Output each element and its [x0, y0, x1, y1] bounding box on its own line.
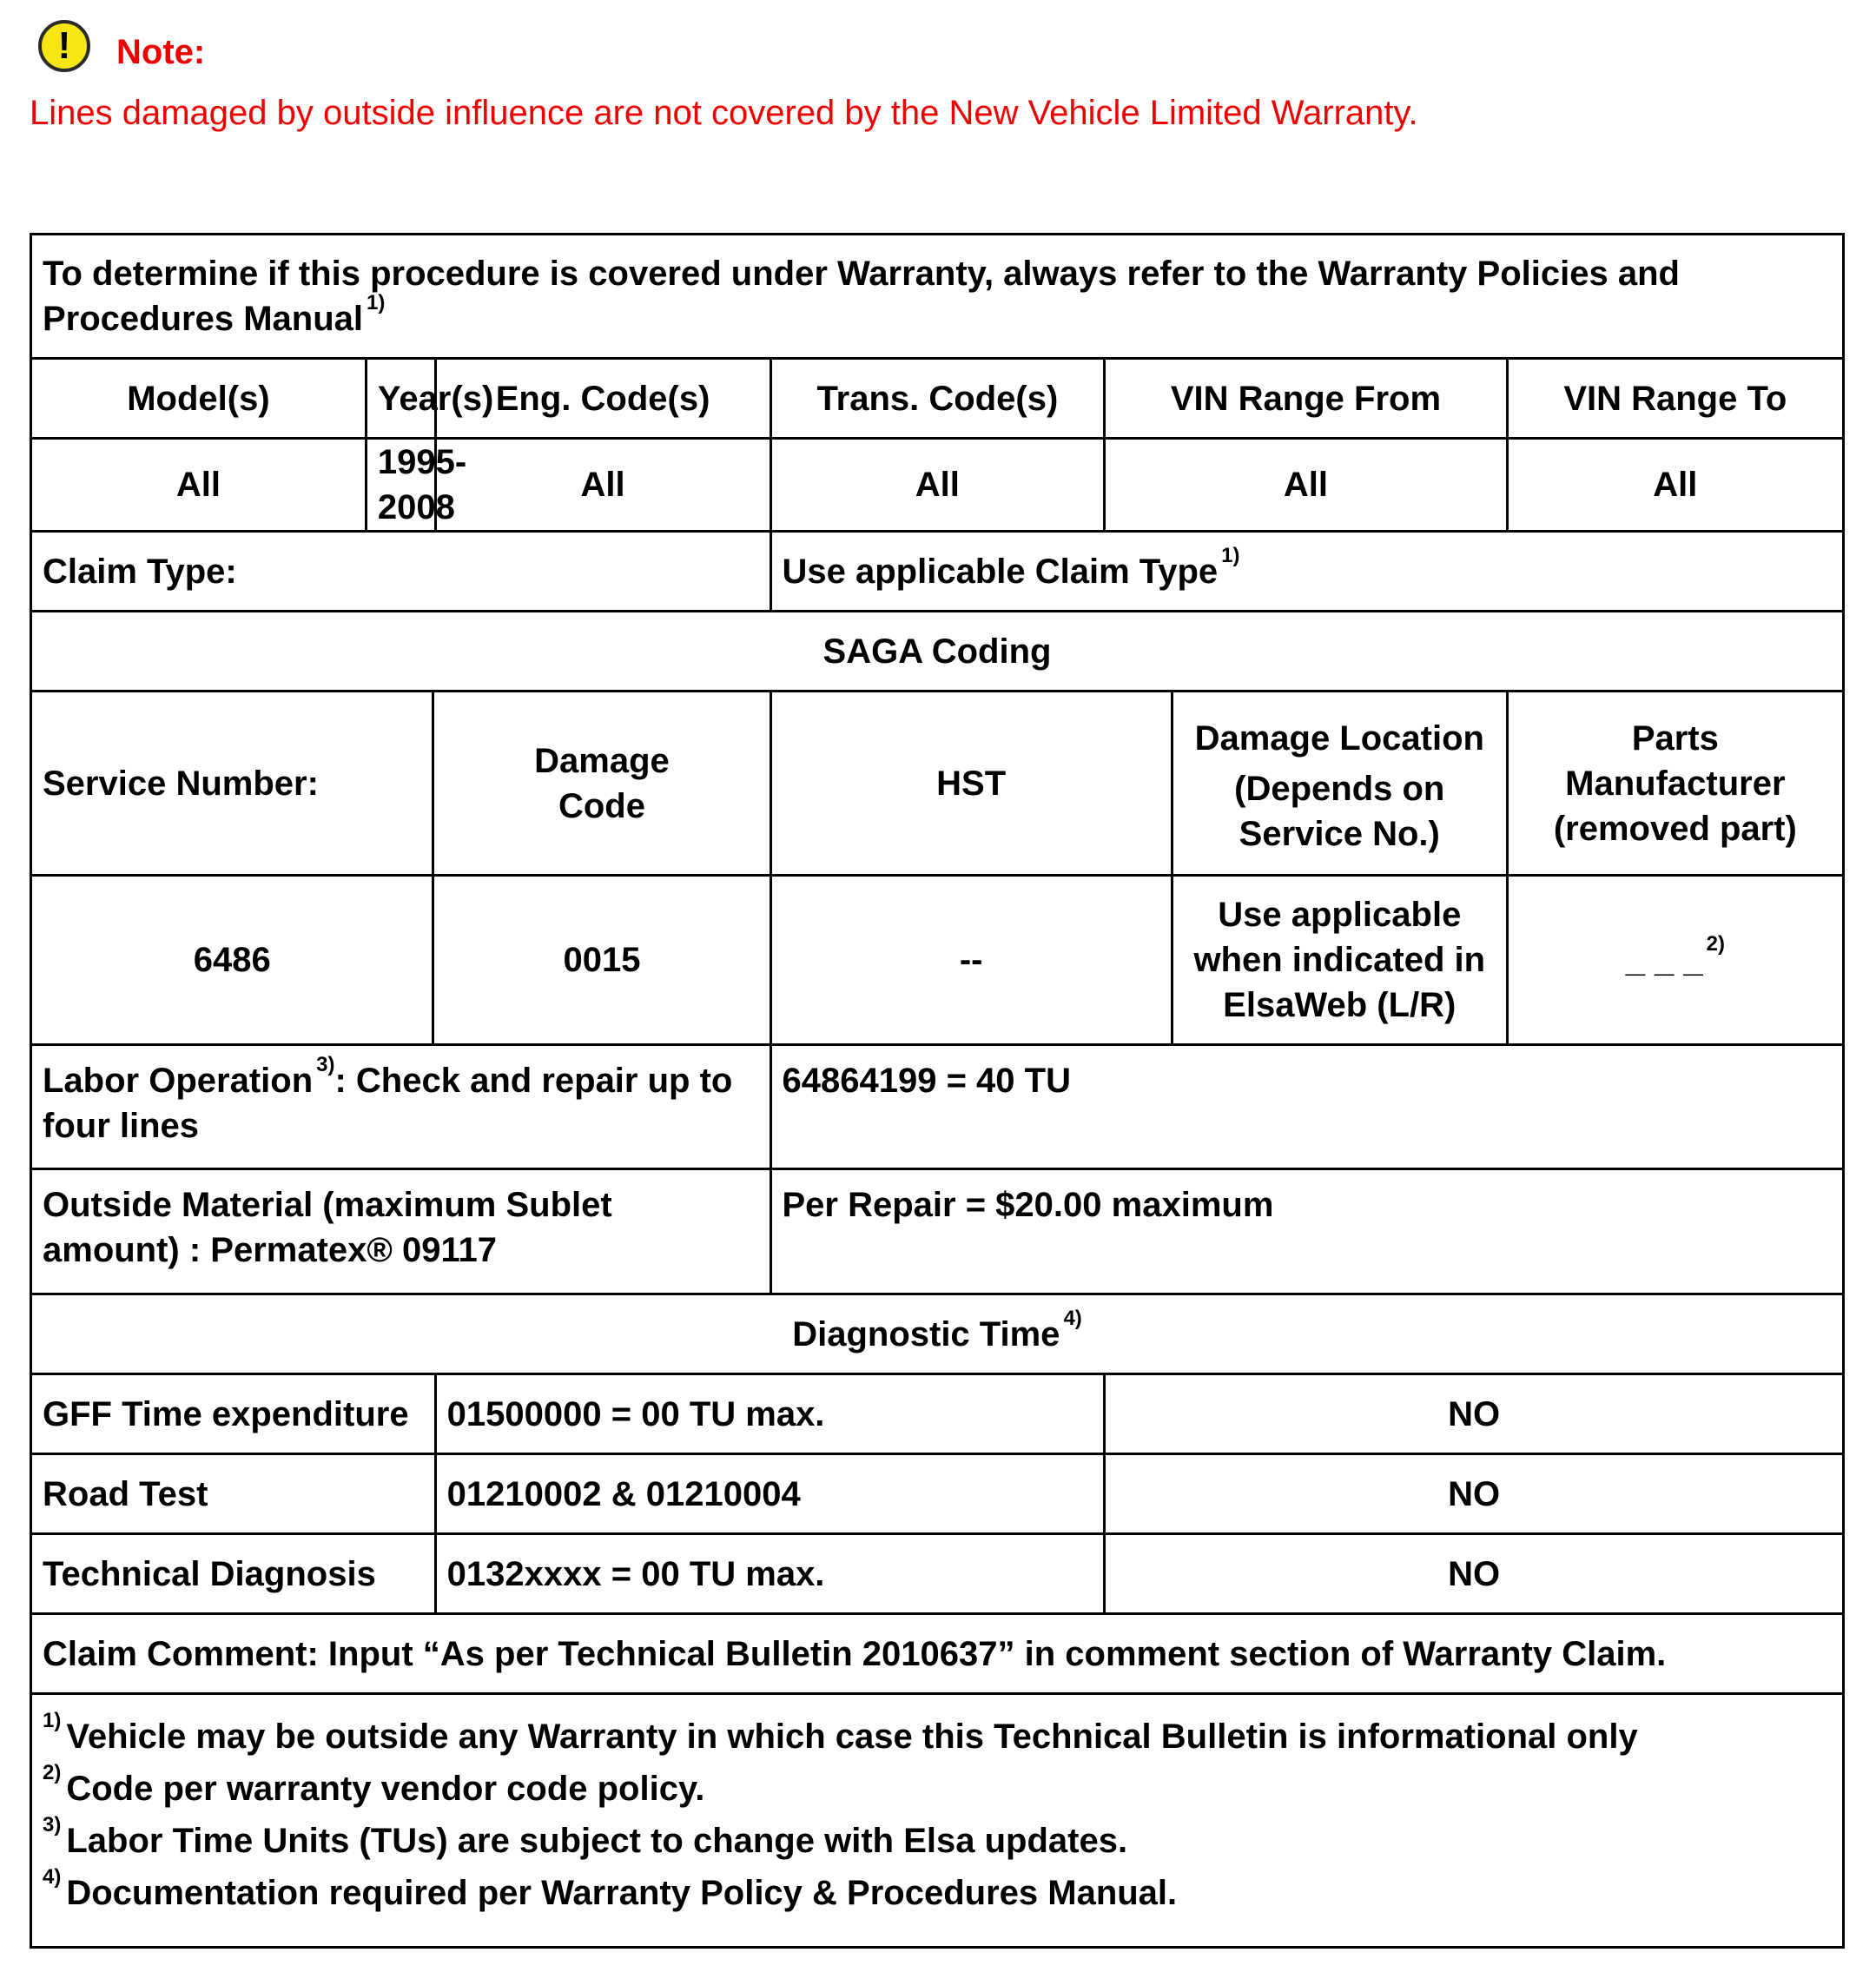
parts-mfr-sup: 2)	[1706, 932, 1725, 956]
damage-location-value-line3: ElsaWeb (L/R)	[1223, 986, 1457, 1024]
footnote-text: Documentation required per Warranty Policy & Procedures Manual.	[66, 1874, 1178, 1912]
diagnostic-name: Technical Diagnosis	[31, 1534, 436, 1614]
diagnostic-title-row	[31, 1294, 1844, 1374]
service-number-label: Service Number:	[31, 692, 433, 876]
claim-type-value-cell	[770, 532, 1844, 612]
diagnostic-code: 0132xxxx = 00 TU max.	[435, 1534, 1105, 1614]
parts-mfr-label-line2: (removed part)	[1553, 809, 1797, 848]
value-eng-codes: All	[435, 439, 770, 532]
header-vin-to: VIN Range To	[1507, 359, 1843, 439]
header-years: Year(s)	[366, 359, 435, 439]
footnote-text: Code per warranty vendor code policy.	[66, 1770, 705, 1808]
damage-location-label	[1172, 692, 1507, 876]
intro-cell	[31, 235, 1844, 359]
footnote-num: 3)	[43, 1813, 62, 1837]
parts-mfr-value: _ _ _	[1625, 941, 1703, 979]
damage-code-label-line2: Code	[558, 786, 645, 825]
claim-type-label: Claim Type:	[31, 532, 771, 612]
damage-location-value-line2: when indicated in	[1193, 941, 1486, 979]
value-row	[31, 439, 1844, 532]
diagnostic-name: Road Test	[31, 1454, 436, 1534]
value-vin-from: All	[1105, 439, 1507, 532]
footnote-num: 2)	[43, 1761, 62, 1784]
claim-type-row	[31, 532, 1844, 612]
damage-code-label-line1: Damage	[534, 741, 670, 780]
labor-label-cell	[31, 1045, 771, 1169]
saga-header-row	[31, 692, 1844, 876]
footnote-text: Labor Time Units (TUs) are subject to change with Elsa updates.	[66, 1822, 1128, 1860]
claim-comment-row	[31, 1614, 1844, 1694]
header-eng-codes: Eng. Code(s)	[435, 359, 770, 439]
labor-label-a: Labor Operation	[43, 1062, 314, 1100]
diagnostic-title-cell	[31, 1294, 1844, 1374]
claim-type-sup: 1)	[1221, 543, 1240, 567]
claim-type-value: Use applicable Claim Type	[782, 552, 1219, 591]
value-vin-to: All	[1507, 439, 1843, 532]
parts-mfr-label-line1: Parts Manufacturer	[1565, 718, 1786, 803]
labor-value: 64864199 = 40 TU	[770, 1045, 1844, 1169]
saga-title: SAGA Coding	[31, 612, 1844, 692]
labor-sup: 3)	[316, 1053, 335, 1076]
footnote	[43, 1761, 1832, 1811]
footnote	[43, 1865, 1832, 1916]
footnote	[43, 1709, 1832, 1759]
service-number-value: 6486	[31, 876, 433, 1045]
claim-comment: Claim Comment: Input “As per Technical Bulletin 2010637” in comment section of Warranty Claim.	[31, 1614, 1844, 1694]
diagnostic-allowed: NO	[1105, 1454, 1844, 1534]
outside-material-value: Per Repair = $20.00 maximum	[770, 1169, 1844, 1294]
value-models: All	[31, 439, 367, 532]
intro-row	[31, 235, 1844, 359]
diagnostic-code: 01210002 & 01210004	[435, 1454, 1105, 1534]
value-trans-codes: All	[770, 439, 1105, 532]
diagnostic-row	[31, 1534, 1844, 1614]
diagnostic-sup: 4)	[1063, 1306, 1082, 1330]
footnote-num: 4)	[43, 1865, 62, 1889]
warranty-table	[30, 233, 1845, 1949]
diagnostic-allowed: NO	[1105, 1374, 1844, 1454]
note-header	[38, 16, 205, 76]
diagnostic-code: 01500000 = 00 TU max.	[435, 1374, 1105, 1454]
diagnostic-row	[31, 1454, 1844, 1534]
parts-mfr-value-cell	[1507, 876, 1843, 1045]
labor-row	[31, 1045, 1844, 1169]
footnote-text: Vehicle may be outside any Warranty in which case this Technical Bulletin is informational only	[66, 1718, 1638, 1756]
note-label: Note:	[116, 32, 206, 71]
header-row	[31, 359, 1844, 439]
diagnostic-row	[31, 1374, 1844, 1454]
outside-material-label: Outside Material (maximum Sublet amount) : Permatex® 09117	[31, 1169, 771, 1294]
hst-label: HST	[770, 692, 1172, 876]
damage-code-value: 0015	[433, 876, 770, 1045]
hst-value: --	[770, 876, 1172, 1045]
damage-location-value-line1: Use applicable	[1218, 896, 1462, 934]
damage-location-label-line2: (Depends on	[1234, 769, 1445, 808]
damage-location-label-line1: Damage Location	[1194, 718, 1484, 758]
footnotes-row	[31, 1694, 1844, 1948]
saga-title-row	[31, 612, 1844, 692]
saga-value-row	[31, 876, 1844, 1045]
footnotes-cell	[31, 1694, 1844, 1948]
damage-location-value	[1172, 876, 1507, 1045]
diagnostic-name: GFF Time expenditure	[31, 1374, 436, 1454]
footnote-num: 1)	[43, 1709, 62, 1732]
exclamation-icon: !	[38, 20, 90, 72]
intro-text: To determine if this procedure is covered under Warranty, always refer to the Warranty Policies and Procedures Manual	[43, 255, 1680, 338]
header-models: Model(s)	[31, 359, 367, 439]
note-text: Lines damaged by outside influence are not covered by the New Vehicle Limited Warranty.	[30, 94, 1418, 132]
header-trans-codes: Trans. Code(s)	[770, 359, 1105, 439]
diagnostic-allowed: NO	[1105, 1534, 1844, 1614]
footnote	[43, 1813, 1832, 1863]
header-vin-from: VIN Range From	[1105, 359, 1507, 439]
diagnostic-title: Diagnostic Time	[792, 1314, 1060, 1354]
labor-label-b: : Check and repair up to four lines	[43, 1062, 733, 1145]
intro-sup: 1)	[367, 291, 386, 314]
value-years: 1995-2008	[366, 439, 435, 532]
damage-code-label	[433, 692, 770, 876]
parts-mfr-label	[1507, 692, 1843, 876]
damage-location-label-line3: Service No.)	[1239, 814, 1440, 853]
outside-material-row	[31, 1169, 1844, 1294]
